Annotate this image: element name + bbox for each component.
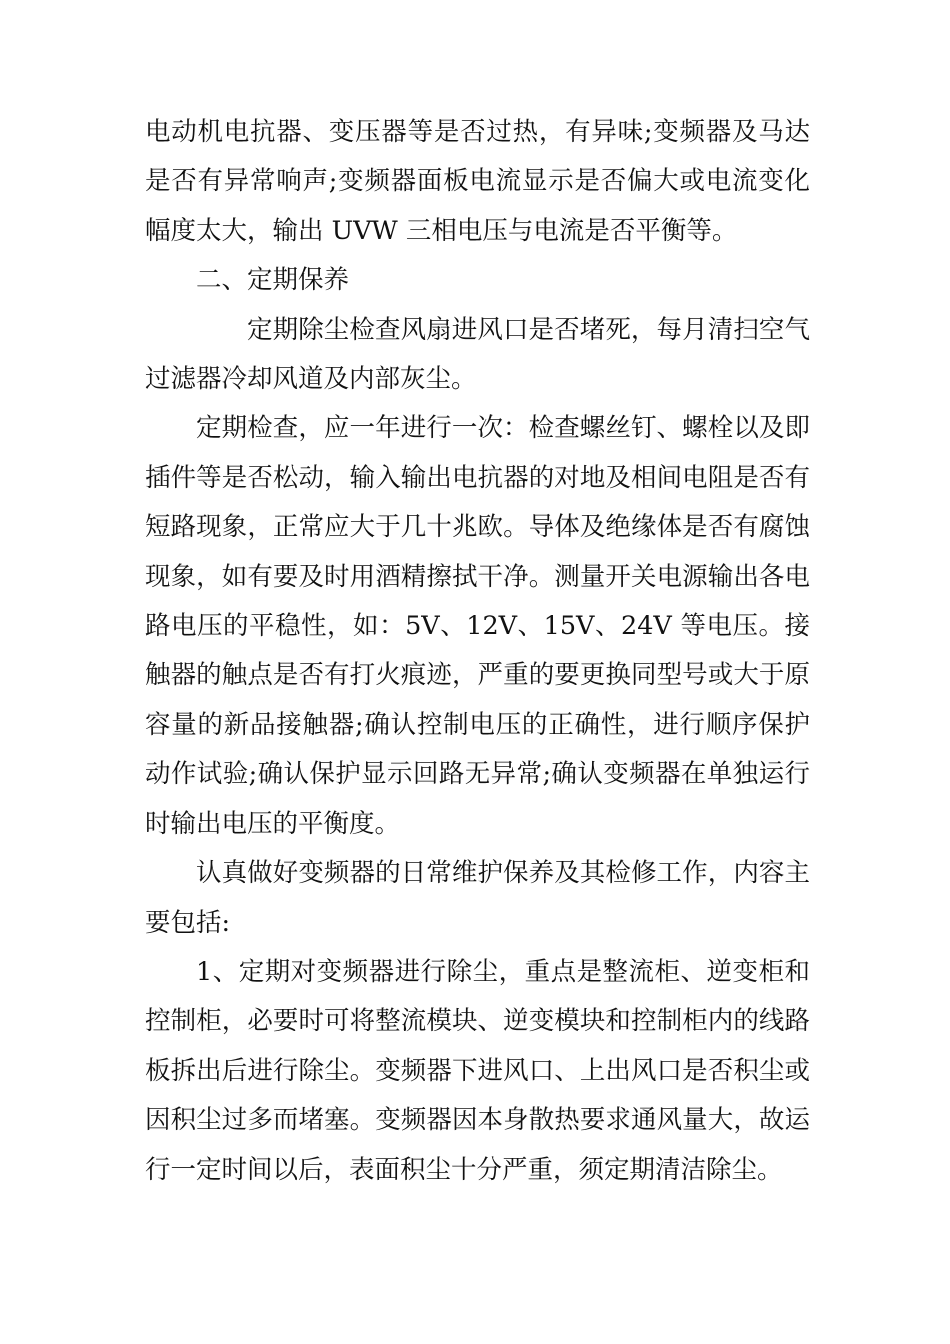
document-body — [145, 108, 810, 1195]
paragraph-inspection-items: 电动机电抗器、变压器等是否过热，有异味;变频器及马达是否有异常响声;变频器面板电流显示是否偏大或电流变化幅度太大，输出 UVW 三相电压与电流是否平衡等。 — [145, 117, 810, 246]
section-heading-periodic-maintenance: 二、定期保养 — [196, 265, 350, 296]
paragraph-item-1-dust-cleaning: 1、定期对变频器进行除尘，重点是整流柜、逆变柜和控制柜，必要时可将整流模块、逆变模块和控制柜内的线路板拆出后进行除尘。变频器下进风口、上出风口是否积尘或因积尘过多而堵塞。变频器因本身散热要求通风量大，故运行一定时间以后，表面积尘十分严重，须定期清洁除尘。 — [145, 956, 810, 1185]
paragraph-annual-inspection: 定期检查，应一年进行一次：检查螺丝钉、螺栓以及即插件等是否松动，输入输出电抗器的对地及相间电阻是否有短路现象，正常应大于几十兆欧。导体及绝缘体是否有腐蚀现象，如有要及时用酒精擦拭干净。测量开关电源输出各电路电压的平稳性，如：5V、12V、15V、24V 等电压。接触器的触点是否有打火痕迹，严重的要更换同型号或大于原容量的新品接触器;确认控制电压的正确性，进行顺序保护动作试验;确认保护显示回路无异常;确认变频器在单独运行时输出电压的平衡度。 — [145, 413, 810, 839]
paragraph-dust-removal: 定期除尘检查风扇进风口是否堵死，每月清扫空气过滤器冷却风道及内部灰尘。 — [145, 314, 810, 395]
paragraph-maintenance-intro: 认真做好变频器的日常维护保养及其检修工作，内容主要包括: — [145, 858, 810, 938]
